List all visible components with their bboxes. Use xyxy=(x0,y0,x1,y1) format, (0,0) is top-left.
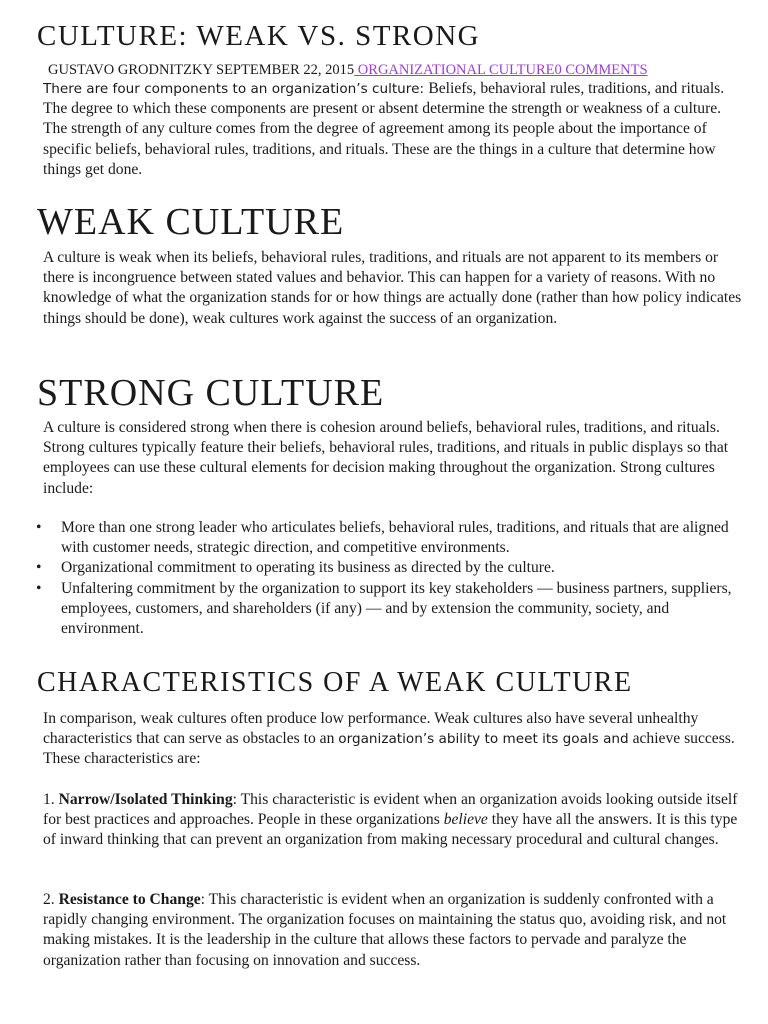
item1-text-b: they have all the answers. It is this type of inward thinking that can prevent an organization from making necessary procedural and cultural changes. xyxy=(43,811,738,849)
item2-number: 2. xyxy=(43,891,59,908)
intro-lead: There are four components to an organization’s culture: xyxy=(43,81,429,97)
characteristics-intro xyxy=(43,709,748,770)
weak-culture-heading: WEAK CULTURE xyxy=(37,201,345,243)
item1-number: 1. xyxy=(43,791,59,808)
item2-text: : This characteristic is evident when an organization is suddenly confronted with a rapidly changing environment. The organization focuses on maintaining the status quo, avoiding risk, and not making mistakes. It is the leadership in the culture that allows these factors to pervade and paralyze the organization rather than focusing on innovation and success. xyxy=(43,891,727,969)
article-title: CULTURE: WEAK VS. STRONG xyxy=(37,20,481,52)
article-meta xyxy=(48,61,648,79)
strong-culture-list xyxy=(0,518,748,639)
list-item: • Organizational commitment to operating its business as directed by the culture. xyxy=(0,558,748,578)
item1-emphasis: believe xyxy=(443,811,488,829)
item1-title: Narrow/Isolated Thinking xyxy=(58,791,233,808)
item1-text-a: : This characteristic is evident when an organization avoids looking outside itself for best practices and approaches. People in these organizations xyxy=(43,791,738,829)
characteristics-intro-b: organization’s ability to meet its goals and xyxy=(338,731,629,748)
characteristics-heading: CHARACTERISTICS OF A WEAK CULTURE xyxy=(37,667,633,698)
characteristics-intro-c: achieve success. These characteristics are: xyxy=(43,730,735,768)
characteristic-item-2 xyxy=(43,890,748,971)
intro-rest: Beliefs, behavioral rules, traditions, and rituals. The degree to which these components are present or absent determine the strength or weakness of a culture. The strength of any culture comes from the degree of agreement among its people about the importance of specific beliefs, behavioral rules, traditions, and rituals. These are the things in a culture that determine how things get done. xyxy=(43,80,725,178)
author-date: GUSTAVO GRODNITZKY SEPTEMBER 22, 2015 xyxy=(48,62,355,78)
category-comments-link[interactable]: ORGANIZATIONAL CULTURE0 COMMENTS xyxy=(354,62,648,78)
item2-title: Resistance to Change xyxy=(58,891,201,908)
characteristic-item-1 xyxy=(43,790,748,851)
list-item: • More than one strong leader who articulates beliefs, behavioral rules, traditions, and rituals that are aligned with customer needs, strategic direction, and competitive environments. xyxy=(0,518,748,558)
characteristics-intro-a: In comparison, weak cultures often produce low performance. Weak cultures also have several unhealthy characteristics that can serve as obstacles to an xyxy=(43,710,699,748)
strong-culture-paragraph: A culture is considered strong when there is cohesion around beliefs, behavioral rules, traditions, and rituals. Strong cultures typically feature their beliefs, behavioral rules, traditions, and rituals in public displays so that employees can use these cultural elements for decision making throughout the organization. Strong cultures include: xyxy=(43,419,729,497)
strong-culture-heading: STRONG CULTURE xyxy=(37,372,385,414)
intro-paragraph xyxy=(43,79,748,180)
list-item: • Unfaltering commitment by the organization to support its key stakeholders — business partners, suppliers, employees, customers, and shareholders (if any) — and by extension the community, society, and environment. xyxy=(0,579,748,640)
weak-culture-paragraph: A culture is weak when its beliefs, behavioral rules, traditions, and rituals are not apparent to its members or there is incongruence between stated values and behavior. This can happen for a variety of reasons. With no knowledge of what the organization stands for or how things are actually done (rather than how policy indicates things should be done), weak cultures work against the success of an organization. xyxy=(43,249,742,327)
